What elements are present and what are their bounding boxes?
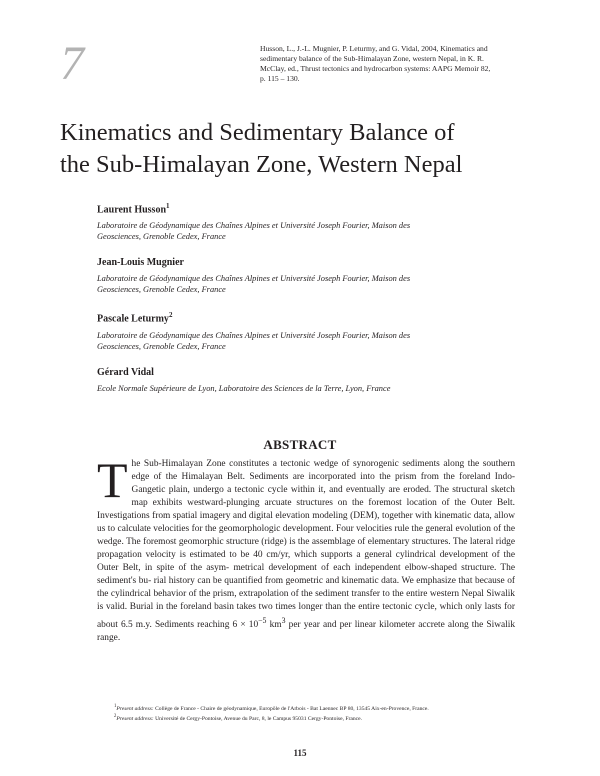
abstract-heading: ABSTRACT	[263, 437, 337, 452]
page-number: 115	[293, 748, 307, 758]
citation-line: Husson, L., J.-L. Mugnier, P. Leturmy, and G. Vidal, 2004, Kinematics and	[260, 44, 488, 53]
author-name: Laurent Husson$^1$	[97, 202, 170, 216]
author-block	[97, 256, 517, 295]
title-line: the Sub-Himalayan Zone, Western Nepal	[60, 151, 463, 178]
author-name: Jean-Louis Mugnier	[97, 257, 184, 269]
author-affiliation: Laboratoire de Géodynamique des Chaînes Alpines et Université Joseph Fourier, Maison des Geosciences, Grenoble Cedex, France	[97, 274, 411, 295]
drop-cap: T	[97, 452, 128, 508]
citation-line: sedimentary balance of the Sub-Himalayan Zone, western Nepal, in K. R.	[260, 54, 484, 63]
author-name: Pascale Leturmy$^2$	[97, 311, 173, 325]
citation-line: p. 115 – 130.	[260, 74, 300, 83]
chapter-number: 7	[60, 37, 84, 90]
citation-line: McClay, ed., Thrust tectonics and hydrocarbon systems: AAPG Memoir 82,	[260, 64, 491, 73]
citation	[260, 44, 545, 84]
author-list	[97, 200, 517, 408]
footnotes	[114, 703, 554, 723]
abstract-body: T he Sub-Himalayan Zone constitutes a tectonic wedge of synorogenic sediments along the southern edge of the Himalayan Belt. Sediments are incorporated into the prism from the foreland Indo-Gangetic plain, undergo a tectonic cycle within it, and eventually are eroded. The structural sketch map exhibits westward-plunging arcuate structures on the foremost location of the Outer Belt. Investigations from spatial imagery and digital elevation modeling (DEM), together with kinematic data, allow us to calculate velocities for the geomorphologic development. Four velocities rule the general evolution of the wedge. The foremost geomorphic structure (ridge) is the assemblage of elementary structures. The lateral ridge propagation velocity is estimated to be 40 cm/yr, which supports a general cylindrical development of the Outer Belt, in spite of the asym- metrical development of each independent elbow-shaped structure. The sediment's bu- rial history can be quantified from geometric and kinematic data. We emphasize that because of the cylindrical behavior of the prism, extrapolation of the sediment transfer to the entire western Nepal Siwalik is valid. Burial in the foreland basin takes two times longer than the entire tectonic cycle, which only lasts for about 6.5 m.y. Sediments reaching $6 \times 10^{-5}$ $km^3$ per year and per linear kilometer accrete along the Siwalik range.	[97, 452, 516, 644]
author-affiliation: Laboratoire de Géodynamique des Chaînes Alpines et Université Joseph Fourier, Maison des Geosciences, Grenoble Cedex, France	[97, 330, 411, 351]
title-line: Kinematics and Sedimentary Balance of	[60, 119, 455, 146]
paper-title	[60, 117, 550, 181]
author-block	[97, 366, 517, 394]
author-name: Gérard Vidal	[97, 366, 154, 378]
author-block	[97, 309, 517, 351]
author-affiliation: Ecole Normale Supérieure de Lyon, Laboratoire des Sciences de la Terre, Lyon, France	[97, 383, 391, 393]
author-block	[97, 200, 517, 242]
footnote: $^1$Present address: Collège de France - Chaire de géodynamique, Europôle de l'Arbois - Bat Laennec BP 80, 13545 Aix-en-Provence, France.	[114, 704, 429, 712]
footnote: $^2$Present address: Université de Cergy-Pontoise, Avenue du Parc, 8, le Campus 95031 Cergy-Pontoise, France.	[114, 713, 363, 722]
author-affiliation: Laboratoire de Géodynamique des Chaînes Alpines et Université Joseph Fourier, Maison des Geosciences, Grenoble Cedex, France	[97, 221, 411, 242]
